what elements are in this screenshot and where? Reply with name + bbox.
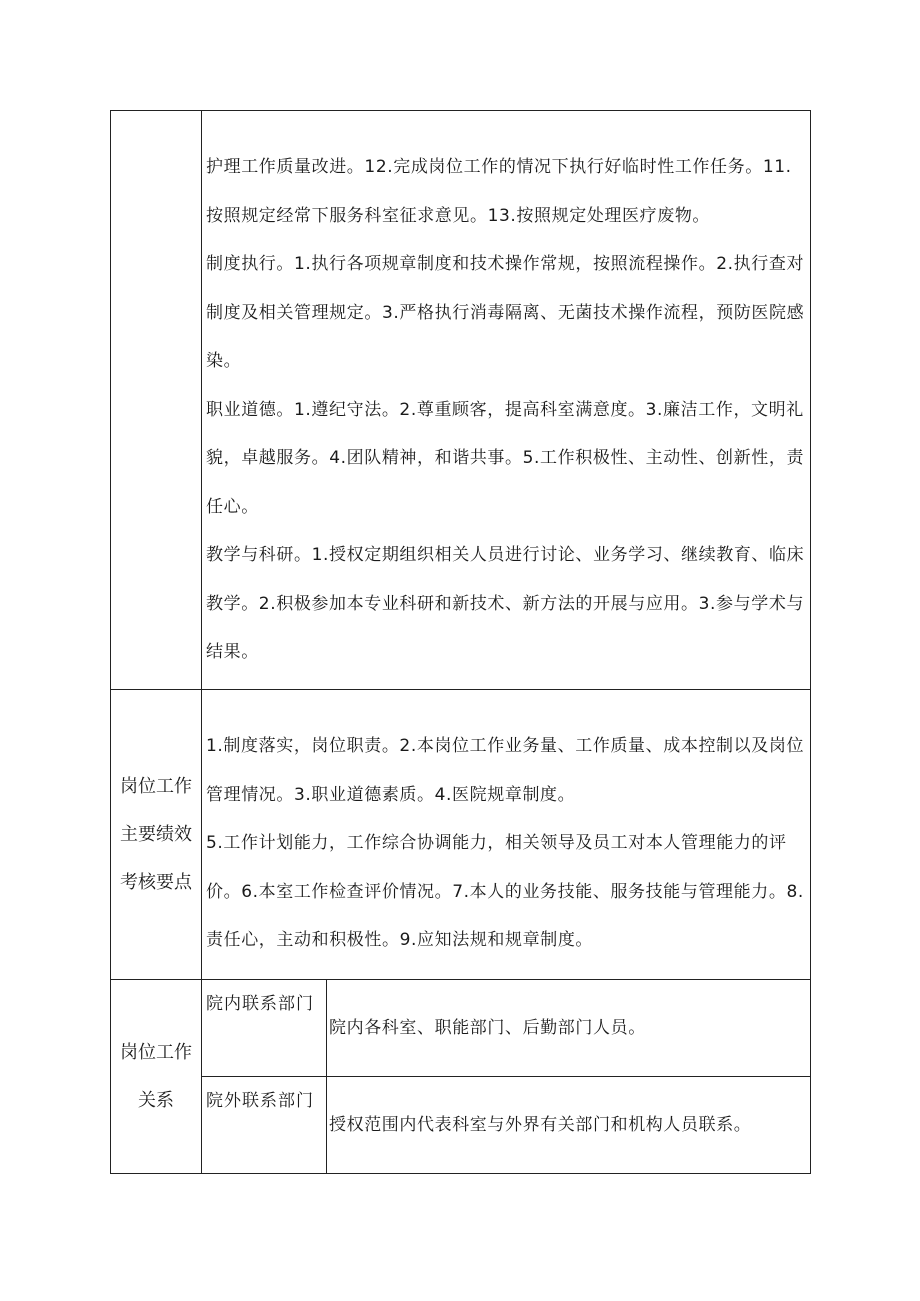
duties-paragraph-teaching: 教学与科研。1.授权定期组织相关人员进行讨论、业务学习、继续教育、临床教学。2.积极参加本专业科研和新技术、新方法的开展与应用。3.参与学术与结果。 bbox=[206, 545, 805, 662]
duties-paragraph-quality: 护理工作质量改进。12.完成岗位工作的情况下执行好临时性工作任务。11.按照规定经常下服务科室征求意见。13.按照规定处理医疗废物。 bbox=[206, 157, 792, 226]
duties-content-cell bbox=[202, 111, 811, 690]
job-description-table bbox=[110, 110, 811, 1174]
relations-external-row bbox=[111, 1077, 811, 1174]
kpi-paragraph-2: 5.工作计划能力，工作综合协调能力，相关领导及员工对本人管理能力的评价。6.本室工作检查评价情况。7.本人的业务技能、服务技能与管理能力。8.责任心，主动和积极性。9.应知法规和规章制度。 bbox=[206, 833, 804, 950]
duties-paragraph-rules: 制度执行。1.执行各项规章制度和技术操作常规，按照流程操作。2.执行查对制度及相关管理规定。3.严格执行消毒隔离、无菌技术操作流程，预防医院感染。 bbox=[206, 254, 805, 371]
relations-label: 岗位工作关系 bbox=[120, 1041, 192, 1111]
external-dept-value: 授权范围内代表科室与外界有关部门和机构人员联系。 bbox=[327, 1077, 811, 1174]
internal-dept-label: 院内联系部门 bbox=[202, 980, 327, 1077]
internal-dept-value: 院内各科室、职能部门、后勤部门人员。 bbox=[327, 980, 811, 1077]
duties-row bbox=[111, 111, 811, 690]
relations-internal-row bbox=[111, 980, 811, 1077]
duties-paragraph-ethics: 职业道德。1.遵纪守法。2.尊重顾客，提高科室满意度。3.廉洁工作，文明礼貌，卓越服务。4.团队精神，和谐共事。5.工作积极性、主动性、创新性，责任心。 bbox=[206, 399, 805, 517]
relations-label-cell bbox=[111, 980, 202, 1174]
kpi-row bbox=[111, 690, 811, 980]
kpi-label-cell bbox=[111, 690, 202, 980]
external-dept-label: 院外联系部门 bbox=[202, 1077, 327, 1174]
kpi-paragraph-1: 1.制度落实，岗位职责。2.本岗位工作业务量、工作质量、成本控制以及岗位管理情况。3.职业道德素质。4.医院规章制度。 bbox=[206, 736, 805, 805]
kpi-content-cell bbox=[202, 690, 811, 980]
duties-label-cell bbox=[111, 111, 202, 690]
kpi-label: 岗位工作主要绩效考核要点 bbox=[120, 775, 192, 893]
